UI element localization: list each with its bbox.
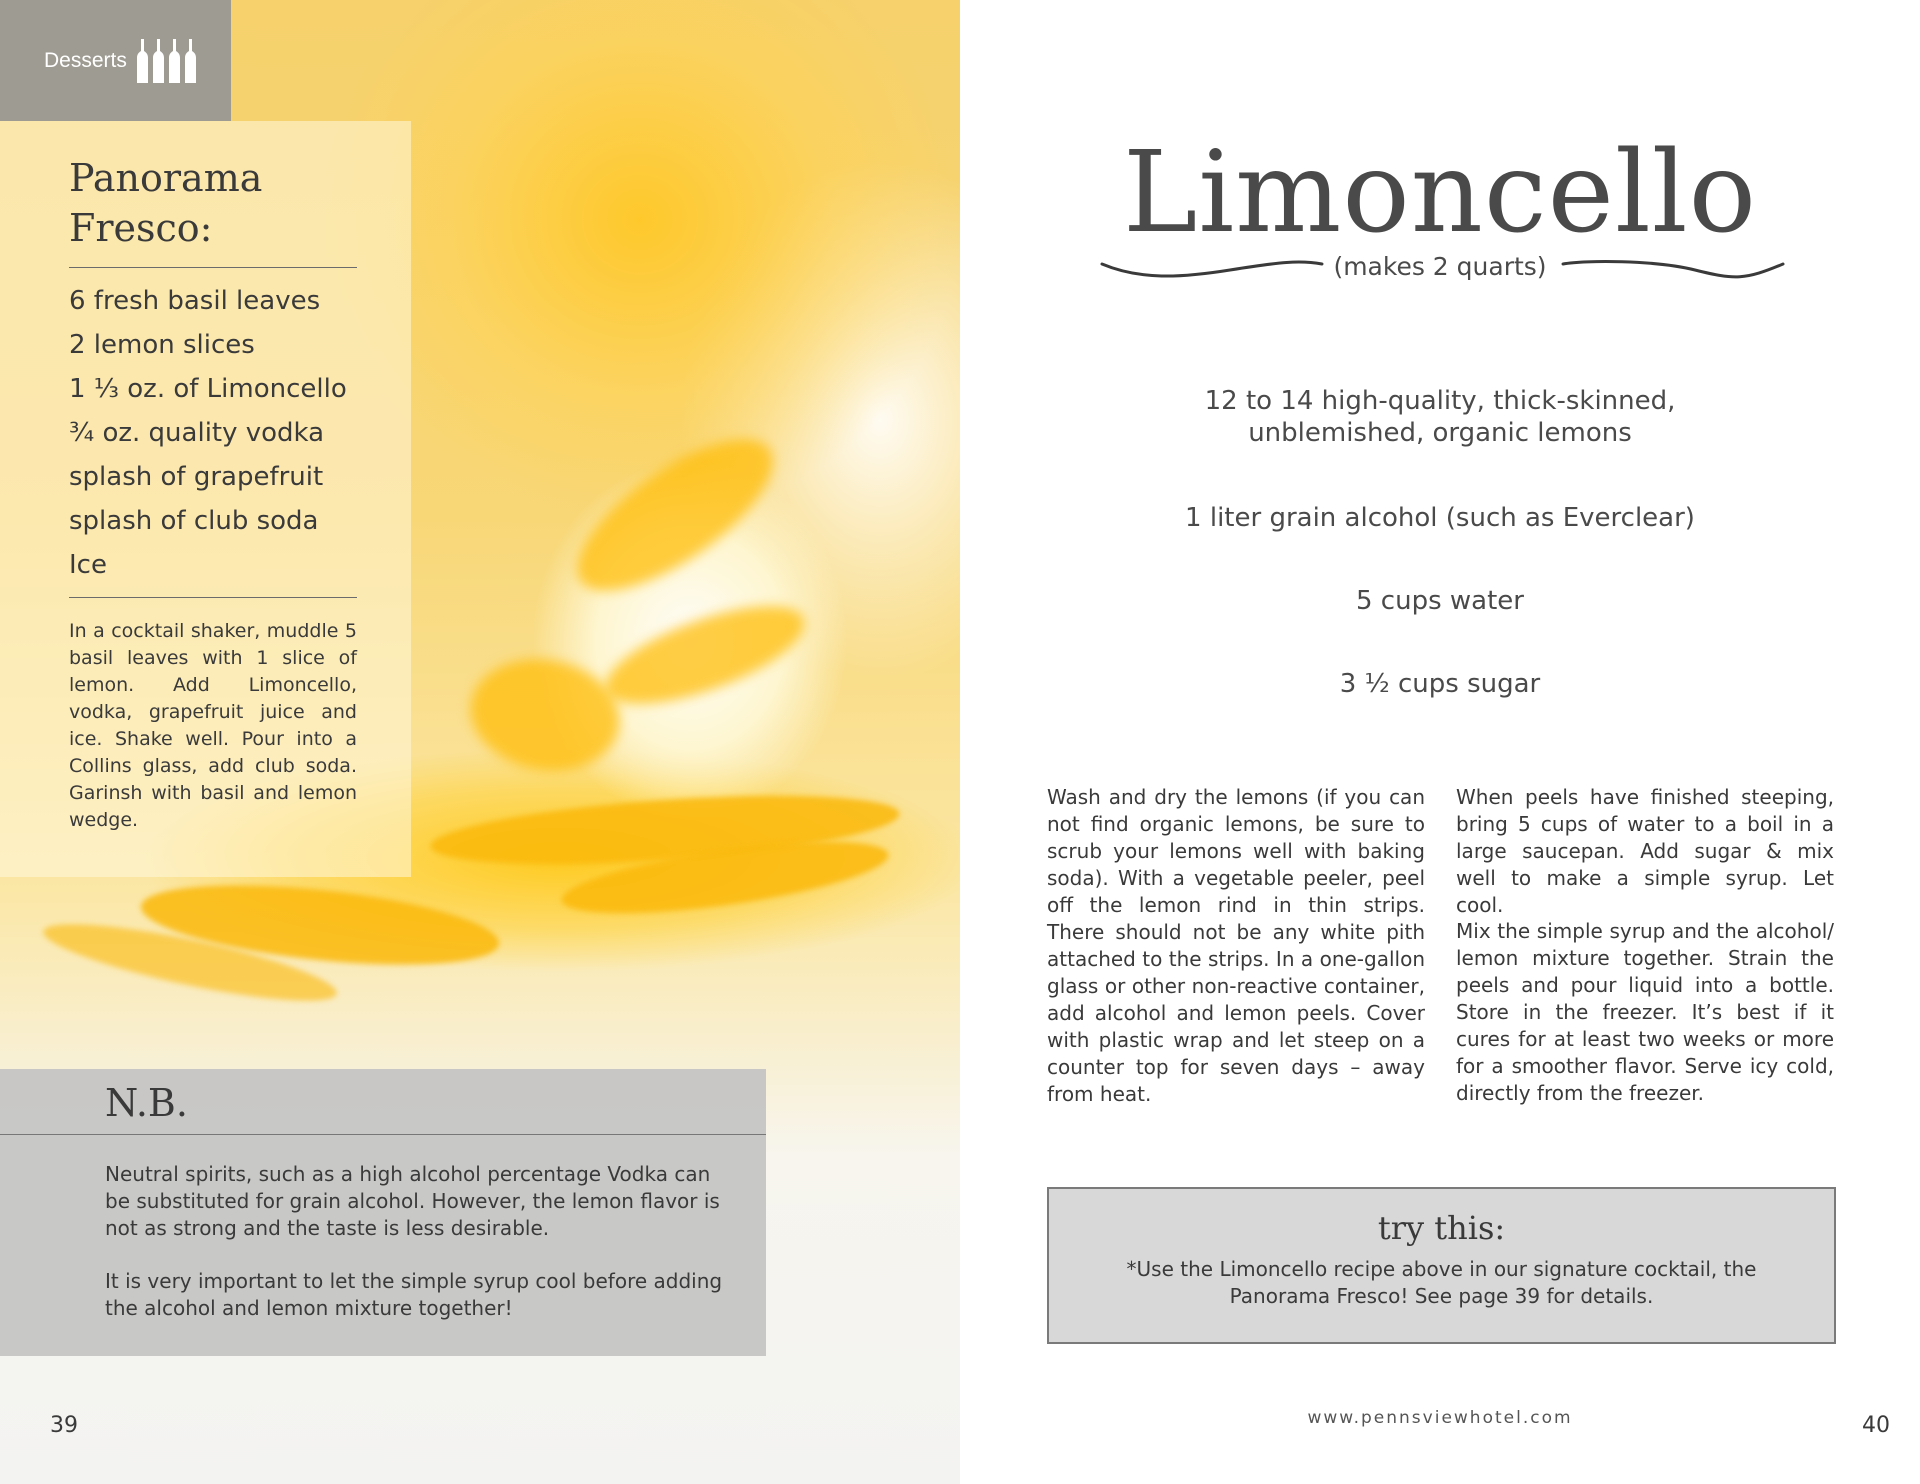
nb-paragraph: It is very important to let the simple syrup cool before adding the alcohol and lemon mixture together! [105,1269,723,1320]
wine-bottles-icon [137,39,196,83]
cocktail-recipe-panel [0,121,411,877]
ingredient-item: 6 fresh basil leaves [69,286,321,316]
category-tab [0,0,231,121]
try-this-box [1047,1187,1836,1344]
page-title: Limoncello [1122,128,1758,258]
nb-panel [0,1069,766,1356]
nb-title: N.B. [105,1081,188,1125]
try-this-text: *Use the Limoncello recipe above in our signature cocktail, the Panorama Fresco! See page 39 for details. [1126,1257,1757,1308]
instruction-paragraph: When peels have finished steeping, bring 5 cups of water to a boil in a large saucepan. Add sugar & mix well to make a simple syrup. Let cool. [1456,785,1834,917]
nb-paragraph: Neutral spirits, such as a high alcohol percentage Vodka can be substituted for grain alcohol. However, the lemon flavor is not as strong and the taste is less desirable. [105,1162,720,1240]
page-number: 39 [50,1413,78,1438]
cocktail-title: Panorama Fresco: [69,156,263,250]
ingredient-item: splash of grapefruit [69,462,324,492]
ingredient-item: 2 lemon slices [69,330,255,360]
ingredient-item: 3 ½ cups sugar [1339,669,1541,699]
page-number: 40 [1862,1413,1890,1438]
ingredient-item: 1 ⅓ oz. of Limoncello [69,374,347,404]
website-url: www.pennsviewhotel.com [1307,1408,1573,1428]
cocktail-ingredient-list [69,279,347,587]
ingredient-item: 12 to 14 high-quality, thick-skinned, unblemished, organic lemons [1204,386,1676,448]
cocktail-method: In a cocktail shaker, muddle 5 basil leaves with 1 slice of lemon. Add Limoncello, vodka, grapefruit juice and ice. Shake well. Pour into a Collins glass, add club soda. Garinsh with basil and lemon wedge. [69,620,357,831]
ingredient-item: 1 liter grain alcohol (such as Everclear) [1185,503,1695,533]
divider [69,267,357,268]
right-page [960,0,1920,1484]
ingredient-item: ¾ oz. quality vodka [69,418,325,448]
category-label: Desserts [44,48,127,72]
ingredient-item: 5 cups water [1356,586,1524,616]
divider [69,597,357,598]
ingredient-item: splash of club soda [69,506,319,536]
divider [0,1134,766,1135]
instruction-paragraph: Mix the simple syrup and the alcohol/ lemon mixture together. Strain the peels and pour liquid into a bottle. Store in the freezer. It’s best if it cures for at least two weeks or more for a smoother flavor. Serve icy cold, directly from the freezer. [1456,919,1834,1105]
instruction-paragraph: Wash and dry the lemons (if you can not find organic lemons, be sure to scrub your lemons well with baking soda). With a vegetable peeler, peel off the lemon rind in thin strips. There should not be any white pith attached to the strips. In a one-gallon glass or other non-reactive container, add alcohol and lemon peels. Cover with plastic wrap and let steep on a counter top for seven days – away from heat. [1047,785,1425,1106]
try-this-title: try this: [1377,1209,1506,1247]
recipe-yield: (makes 2 quarts) [1333,252,1547,281]
ingredient-item: Ice [69,550,107,580]
